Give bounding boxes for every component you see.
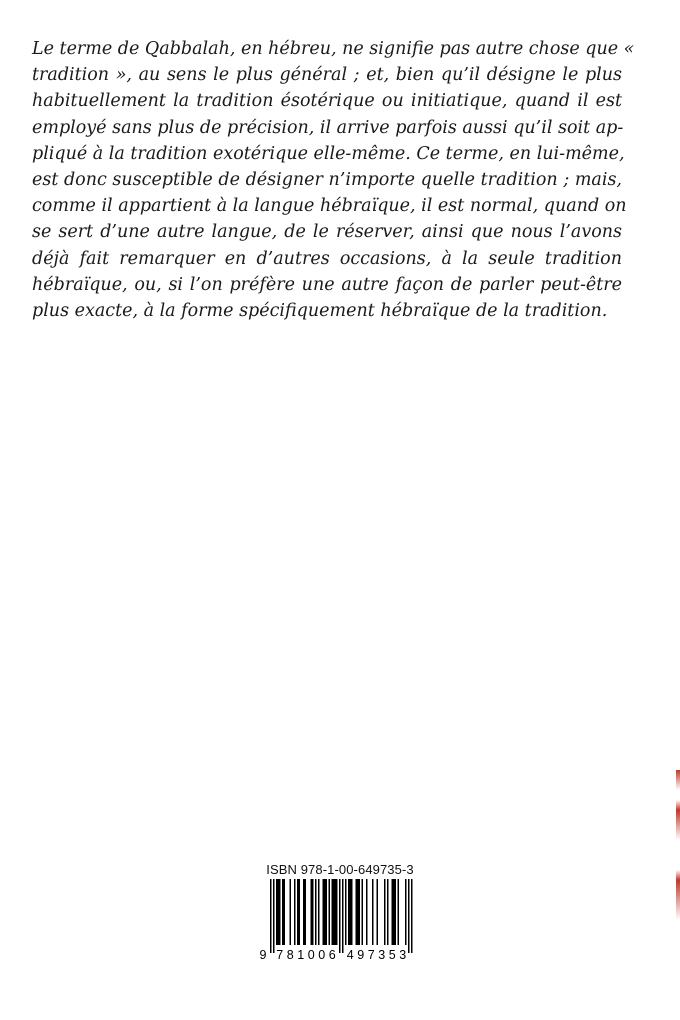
barcode-bar: [284, 879, 286, 945]
blurb-line: employé sans plus de précision, il arrive parfois aussi qu’il soit ap-: [32, 117, 624, 138]
barcode-bar: [359, 879, 361, 945]
barcode-bar: [329, 879, 331, 945]
barcode-image: [256, 879, 424, 964]
barcode-bar: [332, 879, 334, 945]
barcode-bar: [312, 879, 314, 945]
barcode-bar: [305, 879, 307, 945]
barcode-bar: [336, 879, 338, 945]
barcode-digit: 0: [307, 948, 315, 962]
barcode-bar: [356, 879, 358, 945]
barcode-digit: 8: [286, 948, 294, 962]
barcode-bar: [408, 879, 410, 953]
barcode-bar: [282, 879, 284, 945]
barcode-bar: [318, 879, 320, 945]
barcode-bar: [297, 879, 299, 945]
blurb-line: se sert d’une autre langue, de le réserver, ainsi que nous l’avons: [32, 222, 622, 243]
barcode-bar: [290, 879, 292, 945]
barcode-bar: [405, 879, 407, 945]
barcode-bar: [377, 879, 379, 945]
blurb-line: Le terme de Qabbalah, en hébreu, ne signifie pas autre chose que «: [32, 39, 635, 59]
barcode-bar: [270, 879, 272, 953]
barcode-bar: [392, 879, 394, 945]
barcode-bar: [350, 879, 352, 945]
barcode-bar: [384, 879, 386, 945]
barcode-digit: 6: [328, 948, 336, 962]
barcode-bar: [294, 879, 296, 945]
barcode-bar: [393, 879, 395, 945]
barcode-bars: [270, 879, 413, 953]
barcode-bar: [387, 879, 389, 945]
barcode-bar: [362, 879, 364, 945]
barcode-bar: [279, 879, 281, 945]
barcode-bar: [276, 879, 278, 945]
barcode-digit: 3: [399, 948, 407, 962]
barcode-bar: [335, 879, 337, 945]
blurb-line: pliqué à la tradition exotérique elle-même. Ce terme, en lui-même,: [32, 143, 625, 164]
barcode-digit: 7: [367, 948, 375, 962]
barcode-bar: [273, 879, 275, 953]
barcode-bar: [395, 879, 397, 945]
barcode-bar: [366, 879, 368, 945]
barcode-digit: 0: [318, 948, 326, 962]
barcode-bar: [324, 879, 326, 945]
barcode-bar: [333, 879, 335, 945]
blurb-line: habituellement la tradition ésotérique ou initiatique, quand il est: [32, 91, 622, 112]
barcode-bar: [278, 879, 280, 945]
barcode-bar: [323, 879, 325, 945]
barcode-bar: [299, 879, 301, 945]
barcode-digit: 9: [357, 948, 365, 962]
barcode-bar: [345, 879, 347, 945]
barcode-bar: [311, 879, 313, 945]
blurb-line: est donc susceptible de désigner n’importe quelle tradition ; mais,: [32, 170, 622, 191]
barcode-bar: [326, 879, 328, 945]
barcode-bar: [339, 879, 341, 953]
barcode-bar: [357, 879, 359, 945]
blurb-line: tradition », au sens le plus général ; et, bien qu’il désigne le plus: [32, 65, 622, 86]
barcode-bar: [372, 879, 374, 945]
barcode-bar: [398, 879, 400, 945]
blurb-line: hébraïque, ou, si l’on préfère une autre façon de parler peut-être: [32, 274, 622, 295]
barcode-digit: 7: [276, 948, 284, 962]
barcode-bar: [411, 879, 413, 953]
isbn-barcode-block: [256, 862, 424, 964]
barcode-digit: 4: [346, 948, 354, 962]
barcode-digits: [260, 948, 407, 962]
barcode-bar: [351, 879, 353, 945]
spine-edge: [676, 0, 680, 1020]
barcode-digit: 9: [259, 948, 267, 962]
blurb-line: comme il appartient à la langue hébraïque, il est normal, quand on: [32, 196, 627, 217]
blurb-line: plus exacte, à la forme spécifiquement hébraïque de la tradition.: [32, 301, 608, 322]
isbn-label: ISBN 978-1-00-649735-3: [266, 862, 414, 877]
barcode-bar: [315, 879, 317, 945]
barcode-digit: 5: [388, 948, 396, 962]
barcode-bar: [348, 879, 350, 945]
barcode-bar: [303, 879, 305, 945]
barcode-bar: [342, 879, 344, 953]
barcode-digit: 1: [297, 948, 305, 962]
blurb-line: déjà fait remarquer en d’autres occasions, à la seule tradition: [32, 248, 622, 269]
back-cover-blurb: [32, 36, 635, 324]
barcode-digit: 3: [378, 948, 386, 962]
